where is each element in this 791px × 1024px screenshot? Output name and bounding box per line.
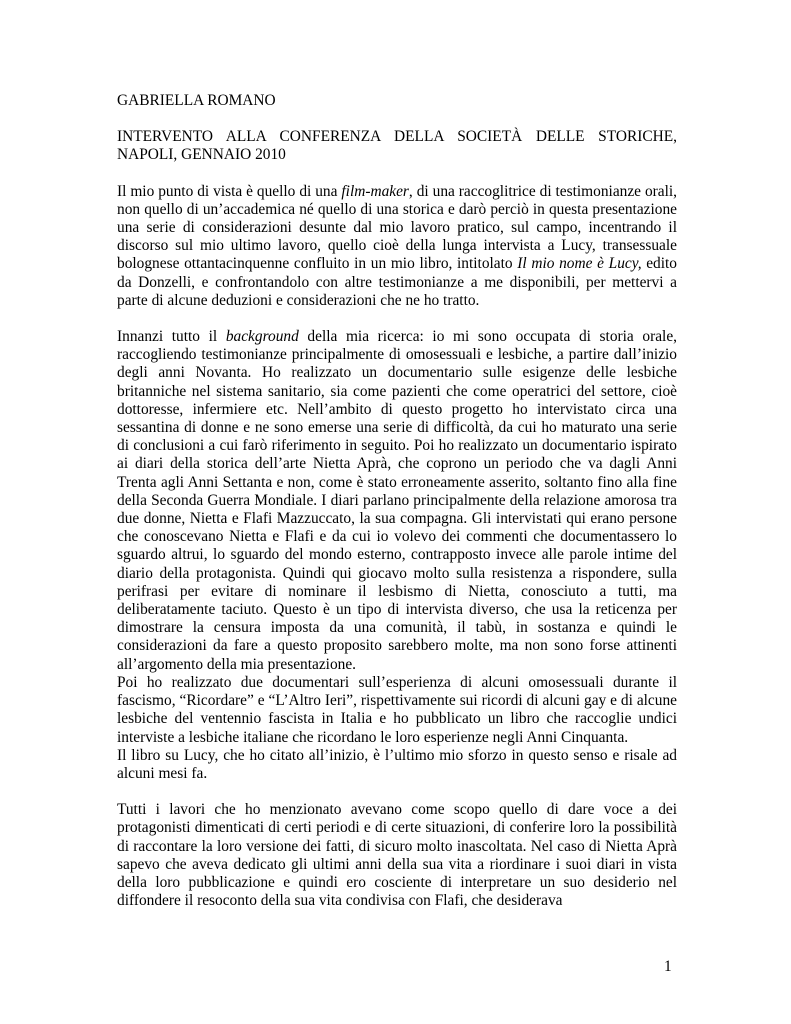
page-number: 1	[664, 958, 672, 975]
paragraph-lucy-book: Il libro su Lucy, che ho citato all’inizio, è l’ultimo mio sforzo in questo senso e risale ad alcuni mesi fa.	[117, 746, 677, 782]
emphasis-book-title: Il mio nome è Lucy,	[517, 255, 642, 273]
paragraph-purpose: Tutti i lavori che ho menzionato avevano come scopo quello di dare voce a dei protagonisti dimenticati di certi periodi e di certe situazioni, di conferire loro la possibilità di raccontare la loro versione dei fatti, di sicuro molto inascoltata. Nel caso di Nietta Aprà sapevo che aveva dedicato gli ultimi anni della sua vita a riordinare i suoi diari in vista della loro pubblicazione e quindi ero cosciente di interpretare un suo desiderio nel diffondere il resoconto della sua vita condivisa con Flafi, che desiderava	[117, 801, 677, 910]
author-name: GABRIELLA ROMANO	[117, 92, 276, 109]
document-body	[117, 92, 677, 910]
paragraph-documentaries: Poi ho realizzato due documentari sull’esperienza di alcuni omosessuali durante il fascismo, “Ricordare” e “L’Altro Ieri”, rispettivamente sui ricordi di alcuni gay e di alcune lesbiche del ventennio fascista in Italia e ho pubblicato un libro che raccoglie undici interviste a lesbiche italiane che ricordano le loro esperienze negli Anni Cinquanta.	[117, 673, 677, 746]
emphasis-background: background	[225, 328, 299, 346]
emphasis-film-maker: film-maker	[341, 182, 409, 200]
document-heading: INTERVENTO ALLA CONFERENZA DELLA SOCIETÀ DELLE STORICHE, NAPOLI, GENNAIO 2010	[117, 128, 677, 164]
paragraph-intro: Il mio punto di vista è quello di una film-maker, di una raccoglitrice di testimonianze orali, non quello di un’accademica né quello di una storica e darò perciò in questa presentazione una serie di considerazioni desunte dal mio lavoro pratico, sul campo, incentrando il discorso sul mio ultimo lavoro, quello cioè della lunga intervista a Lucy, transessuale bolognese ottantacinquenne confluito in un mio libro, intitolato Il mio nome è Lucy, edito da Donzelli, e confrontandolo con altre testimonianze a me disponibili, per mettervi a parte di alcune deduzioni e considerazioni che ne ho tratto.	[117, 182, 677, 309]
paragraph-background: Innanzi tutto il background della mia ricerca: io mi sono occupata di storia orale, raccogliendo testimonianze principalmente di omosessuali e lesbiche, a partire dall’inizio degli anni Novanta. Ho realizzato un documentario sulle esigenze delle lesbiche britanniche nel sistema sanitario, sia come pazienti che come operatrici del settore, cioè dottoresse, infermiere etc. Nell’ambito di questo progetto ho intervistato circa una sessantina di donne e ne sono emerse una serie di difficoltà, da cui ho maturato una serie di conclusioni a cui farò riferimento in seguito. Poi ho realizzato un documentario ispirato ai diari della storica dell’arte Nietta Aprà, che coprono un periodo che va dagli Anni Trenta agli Anni Settanta e non, come è stato erroneamente asserito, soltanto fino alla fine della Seconda Guerra Mondiale. I diari parlano principalmente della relazione amorosa tra due donne, Nietta e Flafi Mazzuccato, la sua compagna. Gli intervistati qui erano persone che conoscevano Nietta e Flafi e da cui io volevo dei commenti che documentassero lo sguardo altrui, lo sguardo del mondo esterno, contrapposto invece alle parole intime del diario della protagonista. Quindi qui giocavo molto sulla resistenza a rispondere, sulla perifrasi per evitare di nominare il lesbismo di Nietta, conosciuto a tutti, ma deliberatamente taciuto. Questo è un tipo di intervista diverso, che usa la reticenza per dimostrare la censura imposta da una comunità, il tabù, in sostanza e quindi le considerazioni da fare a questo proposito sarebbero molte, ma non sono forse attinenti all’argomento della mia presentazione.	[117, 328, 677, 673]
